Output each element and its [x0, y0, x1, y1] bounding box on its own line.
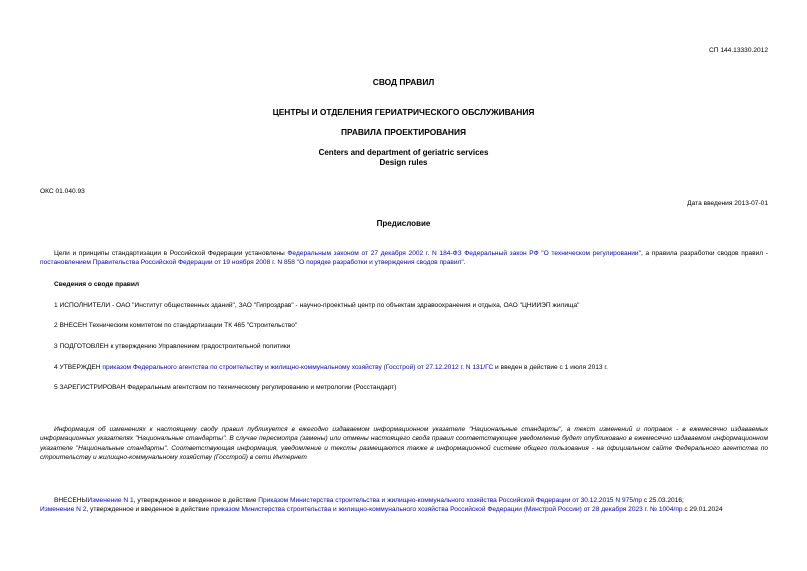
amendment-1-text: , утвержденное и введенное в действие — [133, 497, 259, 504]
amendments-paragraph — [40, 496, 768, 515]
info-item-4-suffix: и введен в действие с 1 июля 2013 г. — [493, 364, 608, 371]
amendment-1-link[interactable]: Изменение N 1 — [87, 497, 134, 504]
minstroy-order-2023-link[interactable]: приказом Министерства строительства и жилищно-коммунального хозяйства Российской Федерации (Минстрой России) от 28 декабря 2023 г. № 1004/пр — [210, 506, 683, 514]
document-title: ЦЕНТРЫ И ОТДЕЛЕНИЯ ГЕРИАТРИЧЕСКОГО ОБСЛУЖИВАНИЯ — [272, 107, 535, 117]
gosstroy-order-link[interactable]: приказом Федерального агентства по строительству и жилищно-коммунальному хозяйству (Госстрой) от 27.12.2012 г. N 131/ГС — [102, 364, 494, 371]
amendments-label: ВНЕСЕНЫ — [54, 497, 88, 504]
federal-law-link[interactable]: Федеральным законом от 27 декабря 2002 г. N 184-ФЗ Федеральный закон РФ "О техническом регулировании" — [287, 250, 641, 257]
info-item-1: 1 ИСПОЛНИТЕЛИ - ОАО "Институт общественных зданий", ЗАО "Гипроздрав" - научно-проектный центр по объектам здравоохранения и отдыха, ОАО "ЦНИИЭП жилища" — [54, 302, 580, 309]
foreword-text-2: , а правила разработки сводов правил - — [640, 250, 768, 257]
amendment-2-link[interactable]: Изменение N 2 — [40, 506, 87, 514]
english-subtitle: Design rules — [379, 158, 428, 167]
foreword-paragraph — [40, 249, 768, 268]
english-title: Centers and department of geriatric services — [318, 148, 489, 157]
info-item-5: 5 ЗАРЕГИСТРИРОВАН Федеральным агентством по техническому регулированию и метрологии (Росстандарт) — [54, 384, 397, 391]
introduction-date: Дата введения 2013-07-01 — [687, 200, 768, 207]
info-item-3: 3 ПОДГОТОВЛЕН к утверждению Управлением градостроительной политики — [54, 343, 291, 350]
info-item-4-prefix: 4 УТВЕРЖДЕН — [54, 364, 103, 371]
amendment-2-date: с 29.01.2024 — [682, 506, 723, 514]
foreword-heading: Предисловие — [376, 219, 431, 228]
foreword-text-1: Цели и принципы стандартизации в Российской Федерации установлены — [54, 250, 288, 257]
document-code: СП 144.13330.2012 — [708, 47, 768, 54]
oks-code: ОКС 01.040.93 — [40, 188, 85, 195]
info-item-2: 2 ВНЕСЕН Техническим комитетом по стандартизации ТК 465 "Строительство" — [54, 322, 298, 329]
document-subtitle: ПРАВИЛА ПРОЕКТИРОВАНИЯ — [340, 127, 467, 137]
minstroy-order-2015-link[interactable]: Приказом Министерства строительства и жилищно-коммунального хозяйства Российской Федерации от 30.12.2015 N 975/пр — [258, 497, 643, 504]
info-heading: Сведения о своде правил — [54, 281, 140, 288]
info-item-4 — [54, 363, 768, 372]
document-type-title: СВОД ПРАВИЛ — [372, 77, 435, 87]
amendment-1-date: с 25.03.2016; — [642, 497, 684, 504]
foreword-text-3: . — [463, 259, 466, 267]
changes-notice: Информация об изменениях к настоящему своду правил публикуется в ежегодно издаваемом информационном указателе "Национальные стандарты", а текст изменений и поправок - в ежемесячно издаваемых информационных указателях "Национальные стандарты". В случае пересмотра (замены) или отмены настоящего свода правил соответствующее уведомление будет опубликовано в ежемесячно издаваемом информационном указателе "Национальные стандарты". Соответствующая информация, уведомление и тексты размещаются также в информационной системе общего пользования - на официальном сайте Федерального агентства по строительству и жилищно-коммунальному хозяйству (Госстрой) в сети Интернет — [40, 426, 768, 462]
government-decree-link[interactable]: постановлением Правительства Российской Федерации от 19 ноября 2008 г. N 858 "О порядке разработки и утверждения сводов правил" — [40, 259, 464, 267]
amendment-2-text: , утвержденное и введенное в действие — [86, 506, 211, 514]
